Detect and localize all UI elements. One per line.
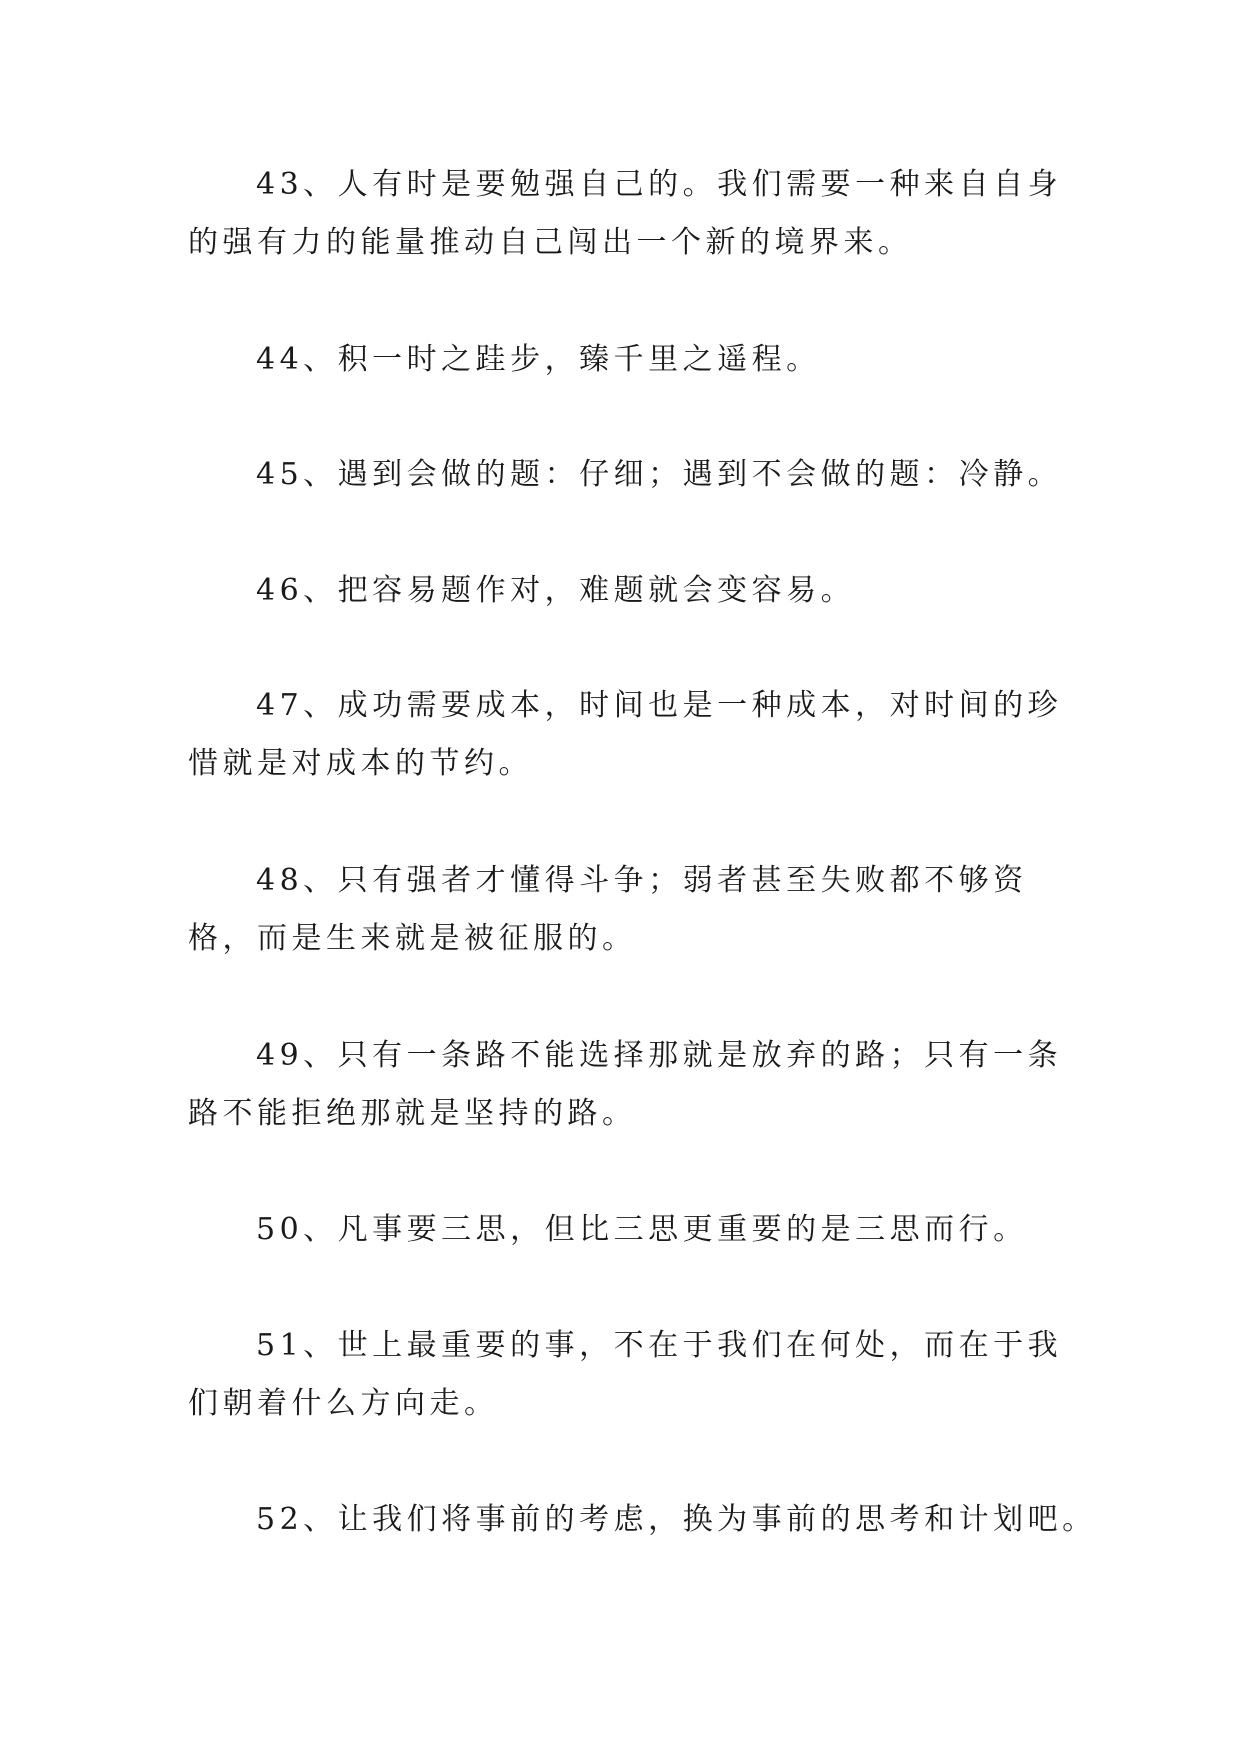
paragraph-44: 44、积一时之跬步，臻千里之遥程。 — [256, 342, 821, 377]
paragraph-43: 43、人有时是要勉强自己的。我们需要一种来自自身的强有力的能量推动自己闯出一个新的境界来。 — [188, 167, 1063, 260]
paragraph-48: 48、只有强者才懂得斗争；弱者甚至失败都不够资格，而是生来就是被征服的。 — [188, 863, 1028, 956]
paragraph-47: 47、成功需要成本，时间也是一种成本，对时间的珍惜就是对成本的节约。 — [188, 688, 1063, 781]
paragraph-52: 52、让我们将事前的考虑，换为事前的思考和计划吧。 — [256, 1502, 1097, 1537]
paragraph-49: 49、只有一条路不能选择那就是放弃的路；只有一条路不能拒绝那就是坚持的路。 — [188, 1038, 1063, 1131]
paragraph-46: 46、把容易题作对，难题就会变容易。 — [256, 573, 856, 608]
paragraph-51: 51、世上最重要的事，不在于我们在何处，而在于我们朝着什么方向走。 — [188, 1328, 1063, 1421]
paragraph-45: 45、遇到会做的题：仔细；遇到不会做的题：冷静。 — [256, 457, 1063, 492]
paragraph-50: 50、凡事要三思，但比三思更重要的是三思而行。 — [256, 1212, 1028, 1247]
